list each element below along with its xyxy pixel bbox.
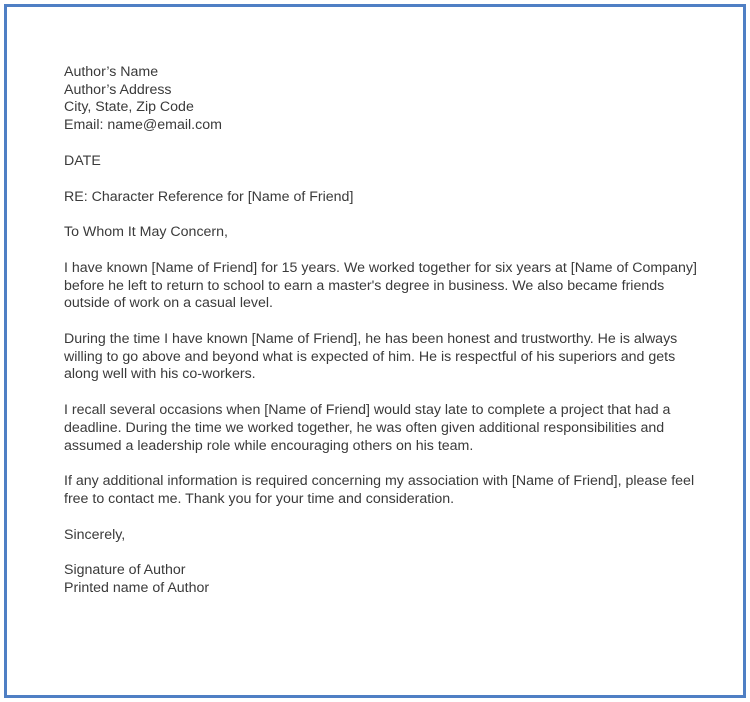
paragraph-line: along well with his co-workers. bbox=[64, 366, 256, 383]
letter-date: DATE bbox=[64, 152, 101, 169]
paragraph-line: free to contact me. Thank you for your time and consideration. bbox=[64, 490, 455, 507]
spacer bbox=[64, 206, 704, 224]
paragraph-3 bbox=[64, 402, 704, 455]
spacer bbox=[64, 455, 704, 473]
paragraph-line: willing to go above and beyond what is expected of him. He is respectful of his superiors and gets bbox=[64, 348, 676, 365]
signature-line: Signature of Author bbox=[64, 562, 186, 579]
paragraph-line: assumed a leadership role while encouraging others on his team. bbox=[64, 437, 474, 454]
letter-subject: RE: Character Reference for [Name of Friend] bbox=[64, 188, 354, 205]
paragraph-2 bbox=[64, 331, 704, 384]
spacer bbox=[64, 242, 704, 260]
printed-name: Printed name of Author bbox=[64, 580, 210, 597]
spacer bbox=[64, 509, 704, 527]
letter-closing: Sincerely, bbox=[64, 526, 126, 543]
sender-block bbox=[64, 64, 704, 135]
paragraph-4 bbox=[64, 473, 704, 508]
paragraph-1 bbox=[64, 260, 704, 313]
author-city-state-zip: City, State, Zip Code bbox=[64, 99, 194, 116]
author-name: Author’s Name bbox=[64, 64, 159, 80]
spacer bbox=[64, 313, 704, 331]
letter-body bbox=[64, 64, 704, 598]
letter-salutation: To Whom It May Concern, bbox=[64, 224, 228, 241]
spacer bbox=[64, 544, 704, 562]
paragraph-line: I have known [Name of Friend] for 15 years. We worked together for six years at [Name of Company] bbox=[64, 259, 697, 276]
spacer bbox=[64, 135, 704, 153]
paragraph-line: before he left to return to school to earn a master's degree in business. We also became friends bbox=[64, 277, 665, 294]
author-email: Email: name@email.com bbox=[64, 117, 222, 134]
paragraph-line: outside of work on a casual level. bbox=[64, 295, 273, 312]
signature-block bbox=[64, 562, 704, 597]
paragraph-line: deadline. During the time we worked together, he was often given additional responsibilities and bbox=[64, 419, 665, 436]
paragraph-line: I recall several occasions when [Name of Friend] would stay late to complete a project that had a bbox=[64, 402, 671, 419]
spacer bbox=[64, 384, 704, 402]
paragraph-line: If any additional information is required concerning my association with [Name of Friend], please feel bbox=[64, 473, 695, 490]
paragraph-line: During the time I have known [Name of Friend], he has been honest and trustworthy. He is always bbox=[64, 331, 678, 348]
author-address: Author’s Address bbox=[64, 81, 172, 98]
spacer bbox=[64, 171, 704, 189]
